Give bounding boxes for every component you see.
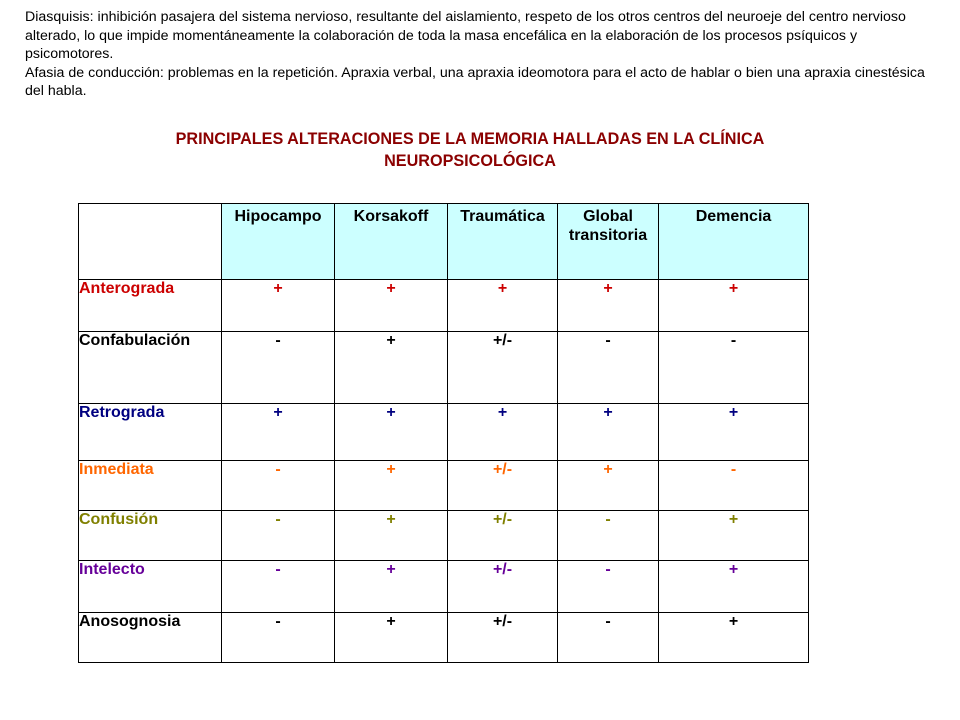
cell-traumatica: +/-: [448, 461, 558, 511]
memory-alterations-table: [78, 203, 809, 663]
diasquisis-definition: Diasquisis: inhibición pasajera del sistema nervioso, resultante del aislamiento, respeto de los otros centros del neuroeje del centro nervioso alterado, lo que impide momentáneamente la colaboración de toda la masa encefálica en la elaboración de los procesos psíquicos y psicomotores.: [25, 9, 906, 62]
cell-global-transitoria: -: [558, 561, 659, 613]
header-global-line1: Global: [583, 208, 633, 225]
cell-demencia: -: [659, 461, 809, 511]
cell-demencia: +: [659, 280, 809, 332]
cell-hipocampo: -: [222, 461, 335, 511]
cell-korsakoff: +: [335, 561, 448, 613]
cell-korsakoff: +: [335, 461, 448, 511]
cell-global-transitoria: -: [558, 332, 659, 404]
page-title: [80, 128, 860, 172]
row-label: Confusión: [79, 511, 222, 561]
cell-demencia: +: [659, 561, 809, 613]
cell-demencia: +: [659, 613, 809, 663]
table-row: [79, 561, 809, 613]
header-korsakoff: Korsakoff: [335, 204, 448, 280]
cell-traumatica: +/-: [448, 561, 558, 613]
cell-global-transitoria: +: [558, 461, 659, 511]
title-line-2: NEUROPSICOLÓGICA: [384, 152, 556, 170]
table-row: [79, 404, 809, 461]
row-label: Inmediata: [79, 461, 222, 511]
header-traumatica: Traumática: [448, 204, 558, 280]
cell-korsakoff: +: [335, 511, 448, 561]
table-row: [79, 280, 809, 332]
row-label: Anosognosia: [79, 613, 222, 663]
cell-traumatica: +/-: [448, 511, 558, 561]
cell-traumatica: +: [448, 280, 558, 332]
cell-hipocampo: -: [222, 332, 335, 404]
cell-traumatica: +: [448, 404, 558, 461]
row-label: Retrograda: [79, 404, 222, 461]
cell-korsakoff: +: [335, 332, 448, 404]
corner-cell: [79, 204, 222, 280]
intro-text: [25, 8, 930, 101]
afasia-definition: Afasia de conducción: problemas en la repetición. Apraxia verbal, una apraxia ideomotora para el acto de hablar o bien una apraxia cinestésica del habla.: [25, 64, 925, 99]
cell-global-transitoria: +: [558, 280, 659, 332]
title-line-1: PRINCIPALES ALTERACIONES DE LA MEMORIA HALLADAS EN LA CLÍNICA: [175, 130, 765, 148]
table-row: [79, 511, 809, 561]
table-row: [79, 332, 809, 404]
header-global-transitoria: [558, 204, 659, 280]
cell-korsakoff: +: [335, 613, 448, 663]
cell-global-transitoria: -: [558, 511, 659, 561]
cell-hipocampo: +: [222, 404, 335, 461]
cell-demencia: +: [659, 404, 809, 461]
cell-hipocampo: -: [222, 613, 335, 663]
header-demencia: Demencia: [659, 204, 809, 280]
table-row: [79, 613, 809, 663]
table-header-row: [79, 204, 809, 280]
header-hipocampo: Hipocampo: [222, 204, 335, 280]
cell-global-transitoria: +: [558, 404, 659, 461]
header-global-line2: transitoria: [568, 227, 648, 244]
cell-hipocampo: -: [222, 511, 335, 561]
cell-hipocampo: +: [222, 280, 335, 332]
row-label: Intelecto: [79, 561, 222, 613]
cell-global-transitoria: -: [558, 613, 659, 663]
cell-korsakoff: +: [335, 280, 448, 332]
cell-hipocampo: -: [222, 561, 335, 613]
cell-korsakoff: +: [335, 404, 448, 461]
row-label: Anterograda: [79, 280, 222, 332]
cell-demencia: -: [659, 332, 809, 404]
table-row: [79, 461, 809, 511]
cell-traumatica: +/-: [448, 613, 558, 663]
cell-demencia: +: [659, 511, 809, 561]
cell-traumatica: +/-: [448, 332, 558, 404]
row-label: Confabulación: [79, 332, 222, 404]
